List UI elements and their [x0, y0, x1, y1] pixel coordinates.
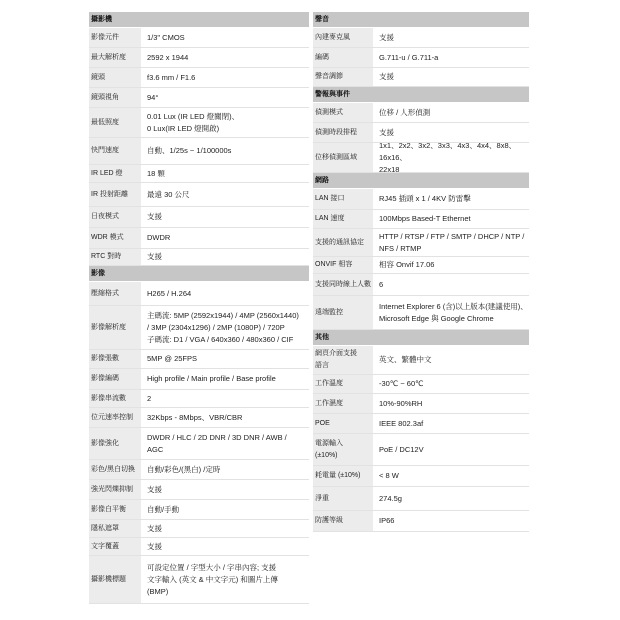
spec-label: 鏡頭視角	[89, 88, 141, 107]
spec-value: IEEE 802.3af	[379, 418, 424, 428]
section-header: 影像	[89, 266, 309, 282]
spec-value: H265 / H.264	[147, 288, 192, 298]
spec-label: 影像強化	[89, 428, 141, 459]
spec-value: 支援	[379, 32, 394, 42]
spec-row	[313, 296, 529, 330]
spec-label: 工作濕度	[313, 394, 373, 413]
spec-label: 偵測時段排程	[313, 123, 373, 142]
spec-label: 支援的通訊協定	[313, 229, 373, 256]
spec-value: 1x1、2x2、3x2、3x3、4x3、4x4、8x8、16x16、 22x18	[379, 140, 517, 174]
spec-value: 自動/彩色/(黑白) /定時	[147, 464, 221, 474]
spec-label: 聲音調節	[313, 68, 373, 86]
spec-label: 影像白平衡	[89, 500, 141, 519]
spec-row	[313, 68, 529, 87]
spec-label: 影像解析度	[89, 306, 141, 349]
spec-label: 位元速率控制	[89, 408, 141, 427]
spec-row	[313, 257, 529, 274]
spec-row	[89, 556, 309, 604]
spec-row	[89, 520, 309, 538]
spec-value: High profile / Main profile / Base profile	[147, 374, 276, 383]
spec-row	[313, 511, 529, 532]
spec-row	[89, 460, 309, 480]
spec-row	[313, 189, 529, 210]
spec-label: 文字覆蓋	[89, 538, 141, 555]
spec-label: 影像元件	[89, 28, 141, 47]
spec-label: LAN 速度	[313, 210, 373, 228]
spec-label: 位移偵測區域	[313, 143, 373, 172]
spec-value: 支援	[147, 484, 162, 494]
spec-row	[313, 434, 529, 466]
spec-row	[313, 375, 529, 394]
spec-label: 防護等級	[313, 511, 373, 531]
section-header: 網路	[313, 173, 529, 189]
spec-value: 支援	[147, 252, 162, 261]
spec-row	[313, 414, 529, 434]
spec-value: 2592 x 1944	[147, 52, 189, 62]
spec-label: 隱私遮罩	[89, 520, 141, 537]
spec-label: 遠端監控	[313, 296, 373, 329]
spec-label: 工作溫度	[313, 375, 373, 393]
spec-value: 100Mbps Based-T Ethernet	[379, 214, 471, 223]
spec-label: 壓縮格式	[89, 282, 141, 305]
spec-value: DWDR	[147, 233, 171, 242]
spec-row	[313, 28, 529, 48]
spec-value: 支援	[147, 212, 162, 221]
spec-column-left	[89, 12, 309, 604]
spec-value: -30℃ ~ 60℃	[379, 379, 424, 388]
spec-row	[89, 138, 309, 165]
spec-label: 電源輸入 (±10%)	[313, 434, 373, 465]
spec-label: 耗電量 (±10%)	[313, 466, 373, 486]
spec-row	[89, 408, 309, 428]
spec-label: 淨重	[313, 487, 373, 510]
spec-label: 偵測模式	[313, 103, 373, 122]
spec-row	[89, 306, 309, 350]
spec-row	[89, 390, 309, 408]
spec-value: f3.6 mm / F1.6	[147, 72, 196, 82]
spec-value: 18 顆	[147, 168, 165, 178]
spec-row	[89, 207, 309, 228]
spec-label: 支援同時線上人數	[313, 274, 373, 295]
spec-value: 自動/手動	[147, 504, 180, 514]
section-header: 聲音	[313, 12, 529, 28]
spec-label: 彩色/黑白切換	[89, 460, 141, 479]
spec-row	[89, 183, 309, 207]
spec-label: 影像編碼	[89, 369, 141, 389]
spec-value: RJ45 插頭 x 1 / 4KV 防雷擊	[379, 194, 471, 203]
spec-row	[313, 210, 529, 229]
spec-value: 2	[147, 393, 152, 403]
spec-row	[313, 487, 529, 511]
spec-value: 6	[379, 279, 384, 289]
spec-label: 攝影機標題	[89, 556, 141, 603]
spec-row	[89, 165, 309, 183]
spec-value: 最遠 30 公尺	[147, 189, 190, 199]
spec-row	[313, 140, 529, 174]
spec-label: POE	[313, 414, 373, 433]
spec-label: RTC 對時	[89, 249, 141, 265]
spec-label: 影像串流數	[89, 390, 141, 407]
spec-row	[313, 394, 529, 414]
spec-row	[313, 346, 529, 375]
spec-label: IR 投射距離	[89, 183, 141, 206]
spec-value: HTTP / RTSP / FTP / SMTP / DHCP / NTP / NFS / RTMP	[379, 231, 525, 253]
spec-label: 網頁介面支援 語言	[313, 346, 373, 374]
spec-row	[89, 500, 309, 520]
spec-row	[89, 282, 309, 306]
section-header: 警報與事件	[313, 87, 529, 103]
spec-value: PoE / DC12V	[379, 444, 424, 454]
spec-row	[89, 480, 309, 500]
spec-value: 自動、1/25s ~ 1/100000s	[147, 146, 232, 155]
spec-value: 0.01 Lux (IR LED 燈關閉)、 0 Lux(IR LED 燈開啟)	[147, 111, 240, 133]
spec-label: ONVIF 相容	[313, 257, 373, 273]
spec-row	[313, 48, 529, 68]
spec-value: 主碼流: 5MP (2592x1944) / 4MP (2560x1440) / 3MP (2304x1296) / 2MP (1080P) / 720P 子碼流: D1 / VGA / 640x360 / 480x360 / CIF	[147, 310, 299, 344]
spec-row	[89, 538, 309, 556]
spec-row	[89, 428, 309, 460]
spec-row	[313, 274, 529, 296]
spec-value: IP66	[379, 516, 395, 525]
spec-label: 強光閃爍抑制	[89, 480, 141, 499]
spec-label: 影像張數	[89, 350, 141, 368]
spec-value: 支援	[379, 127, 394, 137]
spec-value: 位移 / 人形偵測	[379, 107, 431, 117]
spec-label: 編碼	[313, 48, 373, 67]
spec-value: < 8 W	[379, 471, 399, 480]
section-header: 攝影機	[89, 12, 309, 28]
spec-value: 支援	[379, 72, 394, 81]
spec-row	[313, 466, 529, 487]
spec-row	[89, 108, 309, 138]
spec-label: WDR 模式	[89, 228, 141, 248]
spec-row	[89, 68, 309, 88]
spec-row	[313, 229, 529, 257]
section-header: 其他	[313, 330, 529, 346]
spec-value: 相容 Onvif 17.06	[379, 260, 435, 269]
spec-row	[89, 369, 309, 390]
spec-column-right	[313, 12, 529, 532]
spec-label: 內建麥克風	[313, 28, 373, 47]
spec-row	[313, 103, 529, 123]
spec-value: Internet Explorer 6 (含)以上版本(建議使用)、 Microsoft Edge 與 Google Chrome	[379, 301, 528, 323]
spec-value: 94°	[147, 92, 159, 102]
spec-label: 快門速度	[89, 138, 141, 164]
spec-row	[89, 48, 309, 68]
spec-value: 5MP @ 25FPS	[147, 354, 197, 363]
spec-value: 10%-90%RH	[379, 398, 423, 408]
spec-row	[89, 228, 309, 249]
spec-value: 支援	[147, 541, 162, 551]
spec-row	[89, 28, 309, 48]
spec-row	[89, 88, 309, 108]
spec-value: 英文、繁體中文	[379, 355, 432, 364]
spec-label: IR LED 燈	[89, 165, 141, 182]
spec-value: 274.5g	[379, 493, 402, 503]
spec-row	[89, 249, 309, 266]
spec-label: 最大解析度	[89, 48, 141, 67]
spec-label: 鏡頭	[89, 68, 141, 87]
spec-label: 最低照度	[89, 108, 141, 137]
spec-label: 日夜模式	[89, 207, 141, 227]
spec-label: LAN 接口	[313, 189, 373, 209]
spec-value: 1/3" CMOS	[147, 32, 185, 42]
spec-value: DWDR / HLC / 2D DNR / 3D DNR / AWB / AGC	[147, 432, 287, 454]
spec-value: 支援	[147, 523, 162, 533]
spec-value: 32Kbps - 8Mbps、VBR/CBR	[147, 412, 243, 422]
spec-value: 可設定位置 / 字型大小 / 字串內容; 支援 文字輸入 (英文 & 中文字元) 和圖片上傳 (BMP)	[147, 562, 278, 596]
spec-value: G.711-u / G.711-a	[379, 52, 439, 62]
spec-row	[89, 350, 309, 369]
